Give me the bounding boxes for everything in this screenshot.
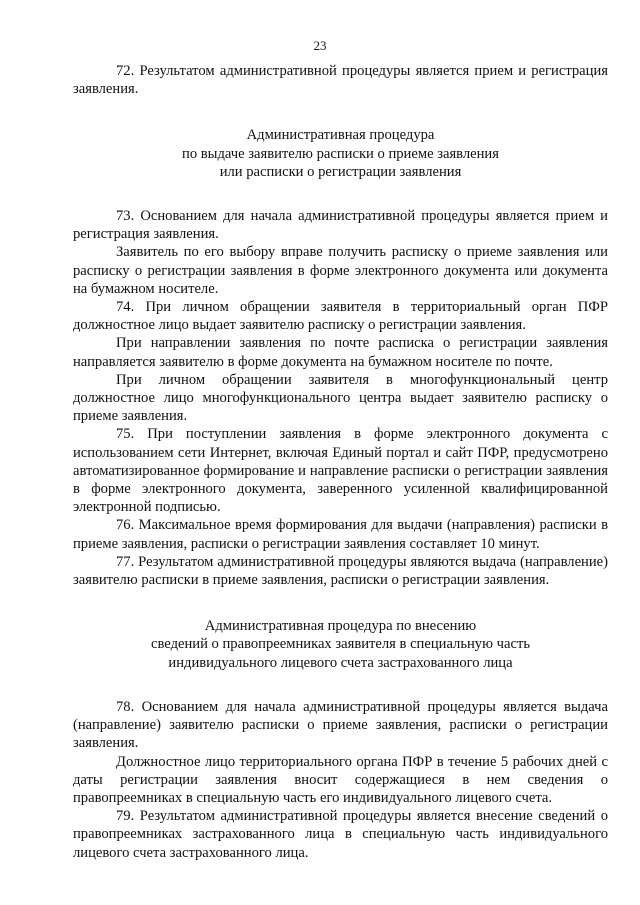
heading-line: Административная процедура по внесению xyxy=(204,618,477,635)
section-heading-receipt xyxy=(73,126,608,181)
paragraph-72: 72. Результатом административной процедуры является прием и регистрация заявления. xyxy=(73,63,608,98)
paragraph-73: 73. Основанием для начала административной процедуры является прием и регистрация заявления. xyxy=(73,208,608,243)
paragraph-74: 74. При личном обращении заявителя в территориальный орган ПФР должностное лицо выдает заявителю расписку о регистрации заявления. xyxy=(73,299,608,334)
heading-line: или расписки о регистрации заявления xyxy=(219,163,462,180)
paragraph-74-mfc: При личном обращении заявителя в многофункциональный центр должностное лицо многофункционального центра выдает заявителю расписку о приеме заявления. xyxy=(73,371,608,425)
heading-line: Административная процедура xyxy=(246,127,435,144)
paragraph-78-official: Должностное лицо территориального органа ПФР в течение 5 рабочих дней с даты регистрации заявления вносит содержащиеся в нем сведения о правопреемниках в специальную часть его индивидуального лицевого счета. xyxy=(73,753,608,806)
heading-line: сведений о правопреемниках заявителя в специальную часть xyxy=(151,636,530,653)
paragraph-76: 76. Максимальное время формирования для выдачи (направления) расписки в приеме заявления, расписки о регистрации заявления составляет 10 минут. xyxy=(73,517,608,552)
paragraph-74-mail: При направлении заявления по почте расписка о регистрации заявления направляется заявителю в форме документа на бумажном носителе по почте. xyxy=(73,335,608,370)
paragraph-75: 75. При поступлении заявления в форме электронного документа с использованием сети Интернет, включая Единый портал и сайт ПФР, предусмотрено автоматизированное формирование и направление расписки о регистрации заявления в форме электронного документа, заверенного усиленной квалифицированной электронной подписью. xyxy=(73,426,608,516)
paragraph-78: 78. Основанием для начала административной процедуры является выдача (направление) заявителю расписки о приеме заявления, расписки о регистрации заявления. xyxy=(73,698,608,752)
heading-line: по выдаче заявителю расписки о приеме заявления xyxy=(182,145,499,162)
paragraph-79: 79. Результатом административной процедуры является внесение сведений о правопреемниках застрахованного лица в специальную часть индивидуального лицевого счета застрахованного лица. xyxy=(73,808,608,861)
section-heading-successors xyxy=(73,617,608,672)
heading-line: индивидуального лицевого счета застрахованного лица xyxy=(168,654,513,671)
page-number: 23 xyxy=(313,38,327,53)
document-body xyxy=(73,62,608,862)
paragraph-77: 77. Результатом административной процедуры являются выдача (направление) заявителю расписки в приеме заявления, расписки о регистрации заявления. xyxy=(73,553,608,589)
paragraph-73-choice: Заявитель по его выбору вправе получить расписку о приеме заявления или расписку о регистрации заявления в форме электронного документа или документа на бумажном носителе. xyxy=(73,244,608,297)
